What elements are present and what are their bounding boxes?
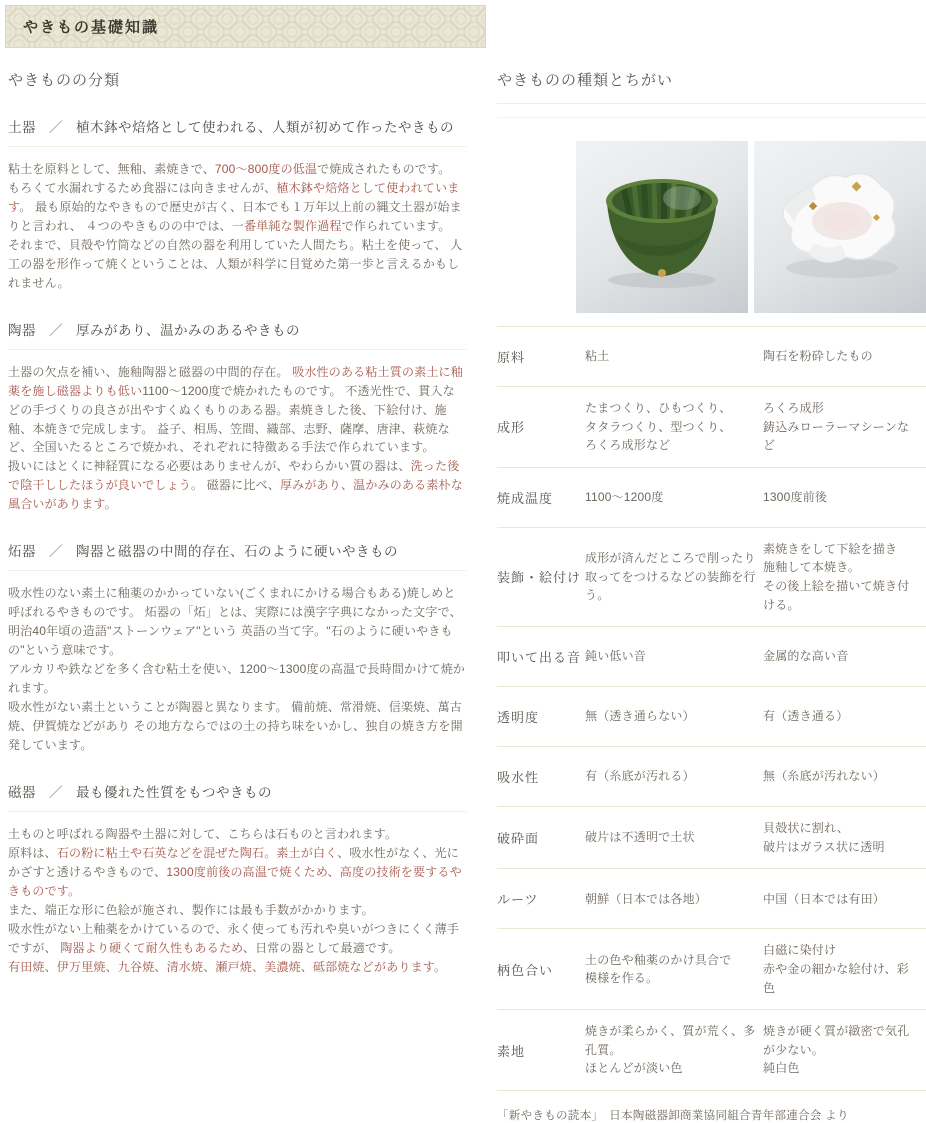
row-label: 焼成温度 <box>497 490 554 506</box>
row-label: 原料 <box>497 350 526 365</box>
body-text: 吸水性がない上釉薬をかけているので、永く使っても汚れや臭いがつきにくく薄手ですが、 <box>8 921 460 955</box>
porcelain-cell: 陶石を粉砕したもの <box>763 349 873 364</box>
body-text: 扱いにはとくに神経質になる必要はありませんが、やわらかい質の器は、 <box>8 459 411 474</box>
section-paragraph <box>8 584 466 755</box>
pottery-type-section <box>8 116 466 293</box>
table-row <box>497 468 926 528</box>
body-text: 土器の欠点を補い、施釉陶器と磁器の中間的存在。 <box>8 364 293 379</box>
body-text: アルカリや鉄などを多く含む粘土を使い、1200～1300度の高温で長時間かけて焼かれます。 <box>8 662 466 696</box>
pottery-cell: 破片は不透明で土状 <box>585 830 695 845</box>
emphasized-text: 厚みがあり、温かみのある素朴な風合いがあります。 <box>8 478 463 512</box>
section-subtitle: 陶器と磁器の中間的存在、石のように硬いやきもの <box>76 544 398 560</box>
classification-sections <box>8 116 466 977</box>
emphasized-text: 洗った後で陰干ししたほうが良いでしょう。 <box>8 459 460 493</box>
row-label: 吸水性 <box>497 770 540 786</box>
section-subtitle: 最も優れた性質をもつやきもの <box>76 784 272 800</box>
body-text: 吸水性がない素土ということが陶器と異なります。 備前焼、常滑焼、信楽焼、萬古焼、伊賀焼などがあり その地方ならではの土の持ち味をいかし、独自の焼き方を開発しています。 <box>8 700 463 752</box>
porcelain-cell: 白磁に染付け 赤や金の細かな絵付け、彩色 <box>763 943 909 995</box>
page-banner <box>5 5 486 48</box>
section-paragraph <box>8 363 466 515</box>
emphasized-text: 700～800度の低温 <box>214 162 318 176</box>
section-heading <box>8 116 466 147</box>
table-row <box>497 929 926 1010</box>
table-row <box>497 327 926 387</box>
section-paragraph <box>8 160 466 293</box>
section-subtitle: 厚みがあり、温かみのあるやきもの <box>76 322 300 338</box>
emphasized-text: 有田焼、伊万里焼、九谷焼、清水焼、瀬戸焼、美濃焼、砥部焼などがあります。 <box>8 959 447 974</box>
table-row <box>497 528 926 627</box>
pottery-photo <box>576 141 748 313</box>
section-heading <box>8 781 466 812</box>
white-dish-illustration <box>754 141 926 313</box>
pottery-cell: 成形が済んだところで削ったり 取ってをつけるなどの装飾を行う。 <box>585 551 756 603</box>
pottery-cell: 無（透き通らない） <box>585 709 695 724</box>
table-row <box>497 1010 926 1091</box>
pottery-cell: たまつくり、ひもつくり、 タタラつくり、型つくり、 ろくろ成形など <box>585 401 732 453</box>
emphasized-text: 陶器より硬くて耐久性もあるため <box>60 940 243 955</box>
section-paragraph <box>8 825 466 977</box>
emphasized-text: 石の粉に粘土や石英などを混ぜた陶石。素土が白く <box>56 845 338 860</box>
row-label: 柄色合い <box>497 962 554 978</box>
pottery-cell: 朝鮮（日本では各地） <box>585 891 708 906</box>
table-row <box>497 747 926 807</box>
pottery-cell: 1100～1200度 <box>585 489 664 504</box>
porcelain-cell: 焼きが硬く質が緻密で気孔が少ない。 純白色 <box>763 1024 910 1076</box>
table-row <box>497 869 926 929</box>
classification-heading: やきものの分類 <box>8 72 121 89</box>
section-separator: ／ <box>49 784 63 800</box>
pottery-type-section <box>8 319 466 515</box>
body-text: また、端正な形に色絵が施され、製作には最も手数がかかります。 <box>8 902 374 917</box>
pottery-cell: 鈍い低い音 <box>585 649 647 664</box>
row-label: 透明度 <box>497 710 540 726</box>
porcelain-cell: 有（透き通る） <box>763 709 849 724</box>
body-text: 土ものと呼ばれる陶器や土器に対して、こちらは石ものと言われます。 <box>8 826 398 841</box>
section-separator: ／ <box>49 544 63 560</box>
table-row <box>497 807 926 869</box>
row-label: 破砕面 <box>497 831 540 847</box>
emphasized-text: 吸水性のある粘土質の素土に釉薬を施し磁器よりも低い <box>8 364 463 398</box>
porcelain-cell: 中国（日本では有田） <box>763 891 886 906</box>
porcelain-cell: 素焼きをして下絵を描き 施釉して本焼き。 その後上絵を描いて焼き付ける。 <box>763 541 910 612</box>
emphasized-text: 1300度前後の高温で焼くため、高度の技術を要するやきものです。 <box>8 864 462 898</box>
body-text: もろくて水漏れするため食器には向きませんが、 <box>8 180 277 195</box>
row-label: 装飾・絵付け <box>497 570 582 586</box>
page-title: やきもの基礎知識 <box>23 20 160 36</box>
porcelain-cell: 無（糸底が汚れない） <box>763 769 886 784</box>
source-credit: 「新やきもの読本」 日本陶磁器卸商業協同組合青年部連合会 より <box>497 1109 849 1122</box>
porcelain-cell: ろくろ成形 鋳込みローラーマシーンなど <box>763 401 910 453</box>
body-text: 1100～1200度で焼かれたものです。 不透光性で、貫入などの手づくりの良さが出やすくぬくもりのある器。素焼きした後、下絵付け、施釉、本焼きで完成します。 益子、相馬、笠間、織部、志野、薩摩、唐津、萩焼など、全国いたるところで焼かれ、それぞれに特徴ある手法で作られています。 <box>8 383 455 455</box>
pottery-cell: 焼きが柔らかく、質が荒く、多孔質。 ほとんどが淡い色 <box>585 1024 756 1076</box>
porcelain-photo <box>754 141 926 313</box>
body-text: 原料は、 <box>8 845 57 860</box>
body-text: 、日常の器として最適です。 <box>242 940 401 955</box>
row-label: 素地 <box>497 1043 526 1059</box>
section-term: 陶器 <box>8 322 36 338</box>
comparison-table <box>497 326 926 1091</box>
section-term: 土器 <box>8 120 36 135</box>
emphasized-text: 一番単純な製作過程 <box>231 218 342 233</box>
emphasized-text: 植木鉢や焙烙として使われています。 <box>8 180 460 214</box>
pottery-cell: 土の色や釉薬のかけ具合で 模様を作る。 <box>585 952 732 986</box>
green-bowl-illustration <box>576 141 748 313</box>
classification-column <box>8 48 466 1123</box>
heading-underline <box>497 104 926 118</box>
pottery-type-section <box>8 540 466 755</box>
comparison-heading: やきものの種類とちがい <box>497 69 926 104</box>
section-term: 炻器 <box>8 544 36 560</box>
porcelain-cell: 金属的な高い音 <box>763 649 849 664</box>
section-heading <box>8 540 466 571</box>
comparison-column <box>497 48 926 1123</box>
section-heading <box>8 319 466 350</box>
body-text: 最も原始的なやきもので歴史が古く、日本でも１万年以上前の縄文土器が始まりと言われ、 ４つのやきものの中では、 <box>8 199 462 233</box>
pottery-cell: 粘土 <box>585 349 610 364</box>
table-row <box>497 687 926 747</box>
body-text: で焼成されたものです。 <box>317 162 451 176</box>
body-text: 、吸水性がなく、光にかざすと透けるやきもので、 <box>8 845 459 879</box>
sample-photos <box>497 141 926 313</box>
section-separator: ／ <box>49 120 63 135</box>
table-row <box>497 627 926 687</box>
section-term: 磁器 <box>8 784 36 800</box>
body-text: 粘土を原料として、無釉、素焼きで、 <box>8 162 215 176</box>
row-label: 叩いて出る音 <box>497 650 582 666</box>
table-row <box>497 387 926 468</box>
section-separator: ／ <box>49 322 63 338</box>
row-label: 成形 <box>497 420 526 436</box>
row-label: ルーツ <box>497 892 539 908</box>
content-columns <box>0 48 926 1123</box>
body-text: で作られています。 それまで、貝殻や竹筒などの自然の器を利用していた人間たち。粘土を使って、 人工の器を形作って焼くということは、人類が科学に目覚めた第一歩と言えるかもしれません。 <box>8 218 463 290</box>
pottery-cell: 有（糸底が汚れる） <box>585 769 695 784</box>
porcelain-cell: 貝殻状に割れ、 破片はガラス状に透明 <box>763 821 885 854</box>
pottery-type-section <box>8 781 466 977</box>
porcelain-cell: 1300度前後 <box>763 489 828 504</box>
body-text: 吸水性のない素土に釉薬のかかっていない(ごくまれにかける場合もある)焼しめと呼ばれるやきものです。 炻器の「炻」とは、実際には漢字字典になかった文字で、明治40年頃の造語"ストーンウェア"という 英語の当て字。"石のように硬いやきもの"という意味です。 <box>8 586 462 658</box>
section-subtitle: 植木鉢や焙烙として使われる、人類が初めて作ったやきもの <box>76 120 454 135</box>
body-text: 磁器に比べ、 <box>203 478 280 493</box>
